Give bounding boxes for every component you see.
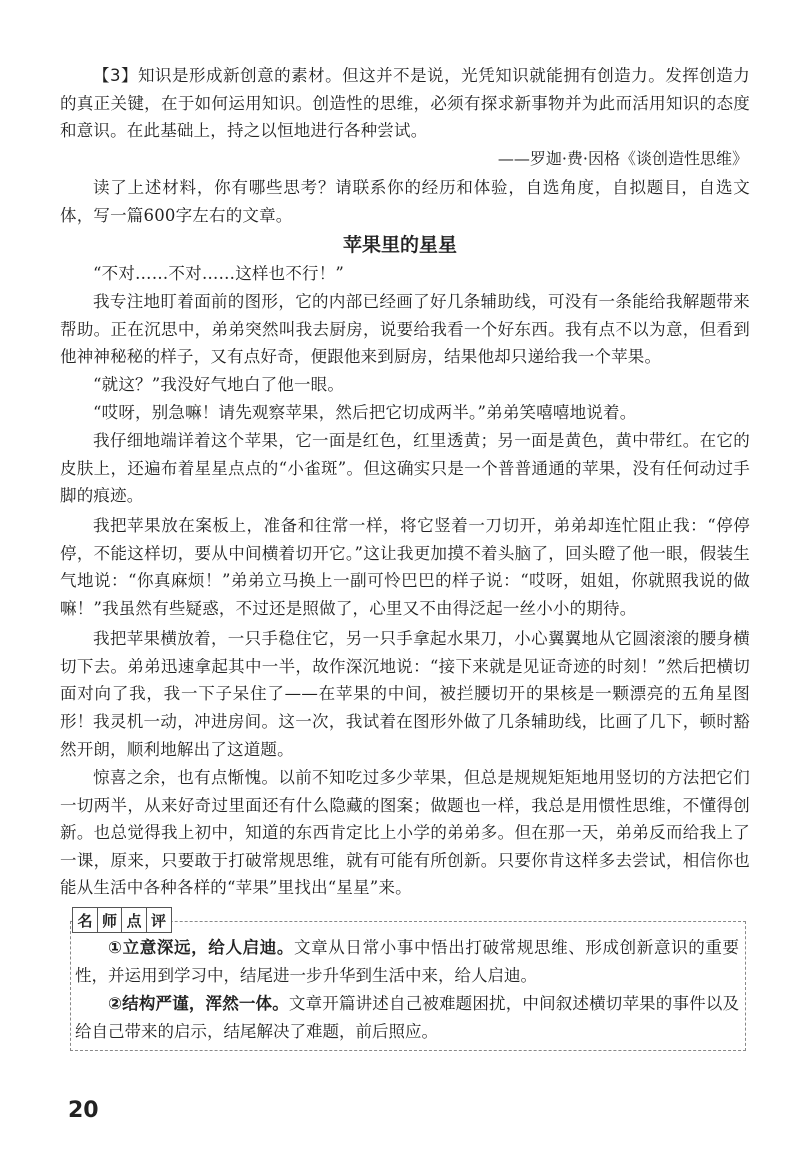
essay-paragraph: “不对……不对……这样也不行！” bbox=[93, 264, 345, 283]
review-tag: 评 bbox=[146, 907, 172, 933]
essay-paragraph: 我把苹果放在案板上，准备和往常一样，将它竖着一刀切开，弟弟却连忙阻止我：“停停停，不能这样切，要从中间横着切开它。”这让我更加摸不着头脑了，回头瞪了他一眼，假装生气地说：“你真麻烦！”弟弟立马换上一副可怜巴巴的样子说：“哎呀，姐姐，你就照我说的做嘛！”我虽然有些疑惑，不过还是照做了，心里又不由得泛起一丝小小的期待。 bbox=[60, 516, 750, 618]
review-tag: 点 bbox=[121, 907, 147, 933]
essay-paragraph: 我把苹果横放着，一只手稳住它，另一只手拿起水果刀，小心翼翼地从它圆滚滚的腰身横切下去。弟弟迅速拿起其中一半，故作深沉地说：“接下来就是见证奇迹的时刻！”然后把横切面对向了我，我一下子呆住了——在苹果的中间，被拦腰切开的果核是一颗漂亮的五角星图形！ bbox=[60, 629, 750, 731]
writing-prompt: 读了上述材料，你有哪些思考？请联系你的经历和体验，自选角度，自拟题目，自选文体，写一篇600字左右的文章。 bbox=[60, 178, 750, 225]
review-point bbox=[75, 934, 739, 989]
essay-paragraph: 惊喜之余，也有点惭愧。以前不知吃过多少苹果，但总是规规矩矩地用竖切的方法把它们一切两半，从来好奇过里面还有什么隐藏的图案；做题也一样，我总是用惯性思维，不懂得创新。也总觉得我上初中，知道的东西肯定比上小学的弟弟多。但在那一天，弟弟反而给我上了一课，原来，只要敢于打破常规思维，就有可能有所创新。只要你肯这样多去尝试，相信你也能从生活中各种各样的“苹果”里找出“星星”来。 bbox=[60, 768, 750, 897]
material-text: 知识是形成新创意的素材。但这并不是说，光凭知识就能拥有创造力。发挥创造力的真正关键，在于如何运用知识。创造性的思维，必须有探求新事物并为此而活用知识的态度和意识。在此基础上，持之以恒地进行各种尝试。 bbox=[60, 66, 750, 140]
review-point-lead: ①立意深远，给人启迪。 bbox=[108, 938, 295, 957]
review-point-text: 文章开篇讲述自己被难题困扰，中间叙述横切苹果的事件以及给自己带来的启示，结尾解决了难题，前后照应。 bbox=[75, 994, 740, 1041]
review-point bbox=[75, 990, 739, 1045]
review-tag: 师 bbox=[97, 907, 123, 933]
essay-paragraph: “就这？”我没好气地白了他一眼。 bbox=[93, 375, 345, 394]
review-label bbox=[72, 907, 170, 933]
essay-paragraph: 我仔细地端详着这个苹果，它一面是红色，红里透黄；另一面是黄色，黄中带红。在它的皮肤上，还遍布着星星点点的“小雀斑”。但这确实只是一个普普通通的苹果，没有任何动过手脚的痕迹。 bbox=[60, 431, 750, 505]
essay-paragraph: 我灵机一动，冲进房间。这一次，我试着在图形外做了几条辅助线，比画了几下，顿时豁然开朗，顺利地解出了这道题。 bbox=[60, 712, 750, 759]
material-paragraph bbox=[60, 62, 750, 145]
essay-paragraph: “哎呀，别急嘛！请先观察苹果，然后把它切成两半。”弟弟笑嘻嘻地说着。 bbox=[93, 403, 637, 422]
essay-paragraph: 我专注地盯着面前的图形，它的内部已经画了好几条辅助线，可没有一条能给我解题带来帮助。正在沉思中，弟弟突然叫我去厨房，说要给我看一个好东西。我有点不以为意，但看到他神神秘秘的样子，又有点好奇，便跟他来到厨房，结果他却只递给我一个苹果。 bbox=[60, 292, 750, 366]
essay-title: 苹果里的星星 bbox=[342, 234, 457, 256]
review-point-text: 文章从日常小事中悟出打破常规思维、形成创新意识的重要性，并运用到学习中，结尾进一步升华到生活中来，给人启迪。 bbox=[75, 938, 739, 985]
material-attribution: ——罗迦·费·因格《谈创造性思维》 bbox=[497, 149, 748, 168]
review-point-lead: ②结构严谨，浑然一体。 bbox=[108, 994, 289, 1013]
page-number: 20 bbox=[68, 1098, 99, 1123]
review-tag: 名 bbox=[72, 907, 98, 933]
material-number: 【3】 bbox=[93, 66, 139, 85]
